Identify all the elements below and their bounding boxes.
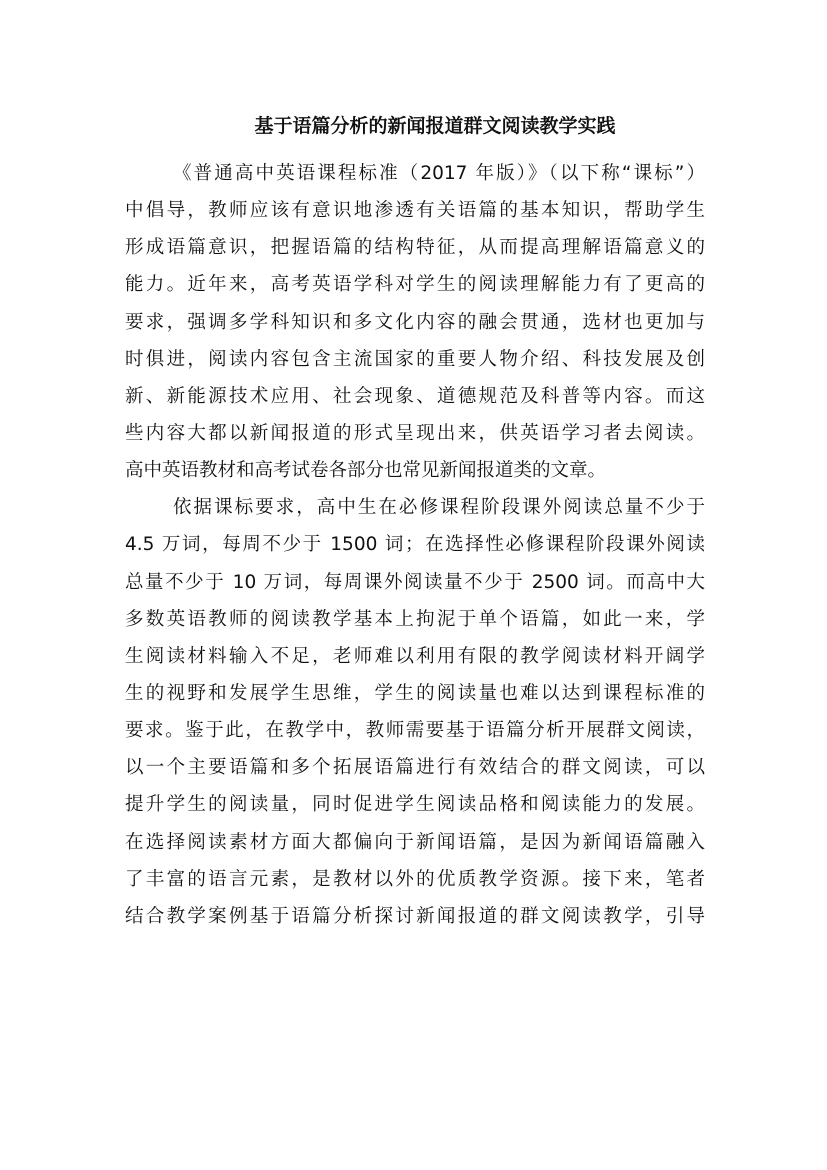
paragraph-line: 了丰富的语言元素，是教材以外的优质教学资源。接下来，笔者 bbox=[125, 868, 705, 890]
paragraph-line: 生的视野和发展学生思维，学生的阅读量也难以达到课程标准的 bbox=[125, 682, 705, 704]
document-title: 基于语篇分析的新闻报道群文阅读教学实践 bbox=[254, 115, 616, 137]
paragraph-line: 时俱进，阅读内容包含主流国家的重要人物介绍、科技发展及创 bbox=[125, 348, 705, 370]
paragraph-line: 在选择阅读素材方面大都偏向于新闻语篇，是因为新闻语篇融入 bbox=[125, 831, 705, 853]
paragraph-line: 要求。鉴于此，在教学中，教师需要基于语篇分析开展群文阅读， bbox=[125, 720, 705, 742]
document-body bbox=[125, 155, 705, 935]
paragraph-line: 提升学生的阅读量，同时促进学生阅读品格和阅读能力的发展。 bbox=[125, 794, 705, 816]
paragraph-line: 能力。近年来，高考英语学科对学生的阅读理解能力有了更高的 bbox=[125, 274, 705, 296]
paragraph-2 bbox=[125, 489, 705, 935]
paragraph-line: 高中英语教材和高考试卷各部分也常见新闻报道类的文章。 bbox=[125, 460, 607, 482]
paragraph-line: 以一个主要语篇和多个拓展语篇进行有效结合的群文阅读，可以 bbox=[125, 757, 705, 779]
paragraph-line: 多数英语教师的阅读教学基本上拘泥于单个语篇，如此一来，学 bbox=[125, 608, 705, 630]
paragraph-line: 总量不少于 10 万词，每周课外阅读量不少于 2500 词。而高中大 bbox=[125, 571, 705, 593]
paragraph-line: 形成语篇意识，把握语篇的结构特征，从而提高理解语篇意义的 bbox=[125, 237, 705, 259]
paragraph-line: 中倡导，教师应该有意识地渗透有关语篇的基本知识，帮助学生 bbox=[125, 200, 705, 222]
paragraph-line: 新、新能源技术应用、社会现象、道德规范及科普等内容。而这 bbox=[125, 385, 705, 407]
paragraph-line: 要求，强调多学科知识和多文化内容的融会贯通，选材也更加与 bbox=[125, 311, 705, 333]
paragraph-1 bbox=[125, 155, 705, 489]
paragraph-line: 结合教学案例基于语篇分析探讨新闻报道的群文阅读教学，引导 bbox=[125, 905, 705, 927]
paragraph-line: 生阅读材料输入不足，老师难以利用有限的教学阅读材料开阔学 bbox=[125, 645, 705, 667]
paragraph-line: 4.5 万词，每周不少于 1500 词；在选择性必修课程阶段课外阅读 bbox=[125, 534, 705, 556]
paragraph-line: 《普通高中英语课程标准（2017 年版）》（以下称“课标”） bbox=[173, 163, 705, 184]
paragraph-line: 依据课标要求，高中生在必修课程阶段课外阅读总量不少于 bbox=[173, 497, 705, 519]
paragraph-line: 些内容大都以新闻报道的形式呈现出来，供英语学习者去阅读。 bbox=[125, 422, 705, 444]
